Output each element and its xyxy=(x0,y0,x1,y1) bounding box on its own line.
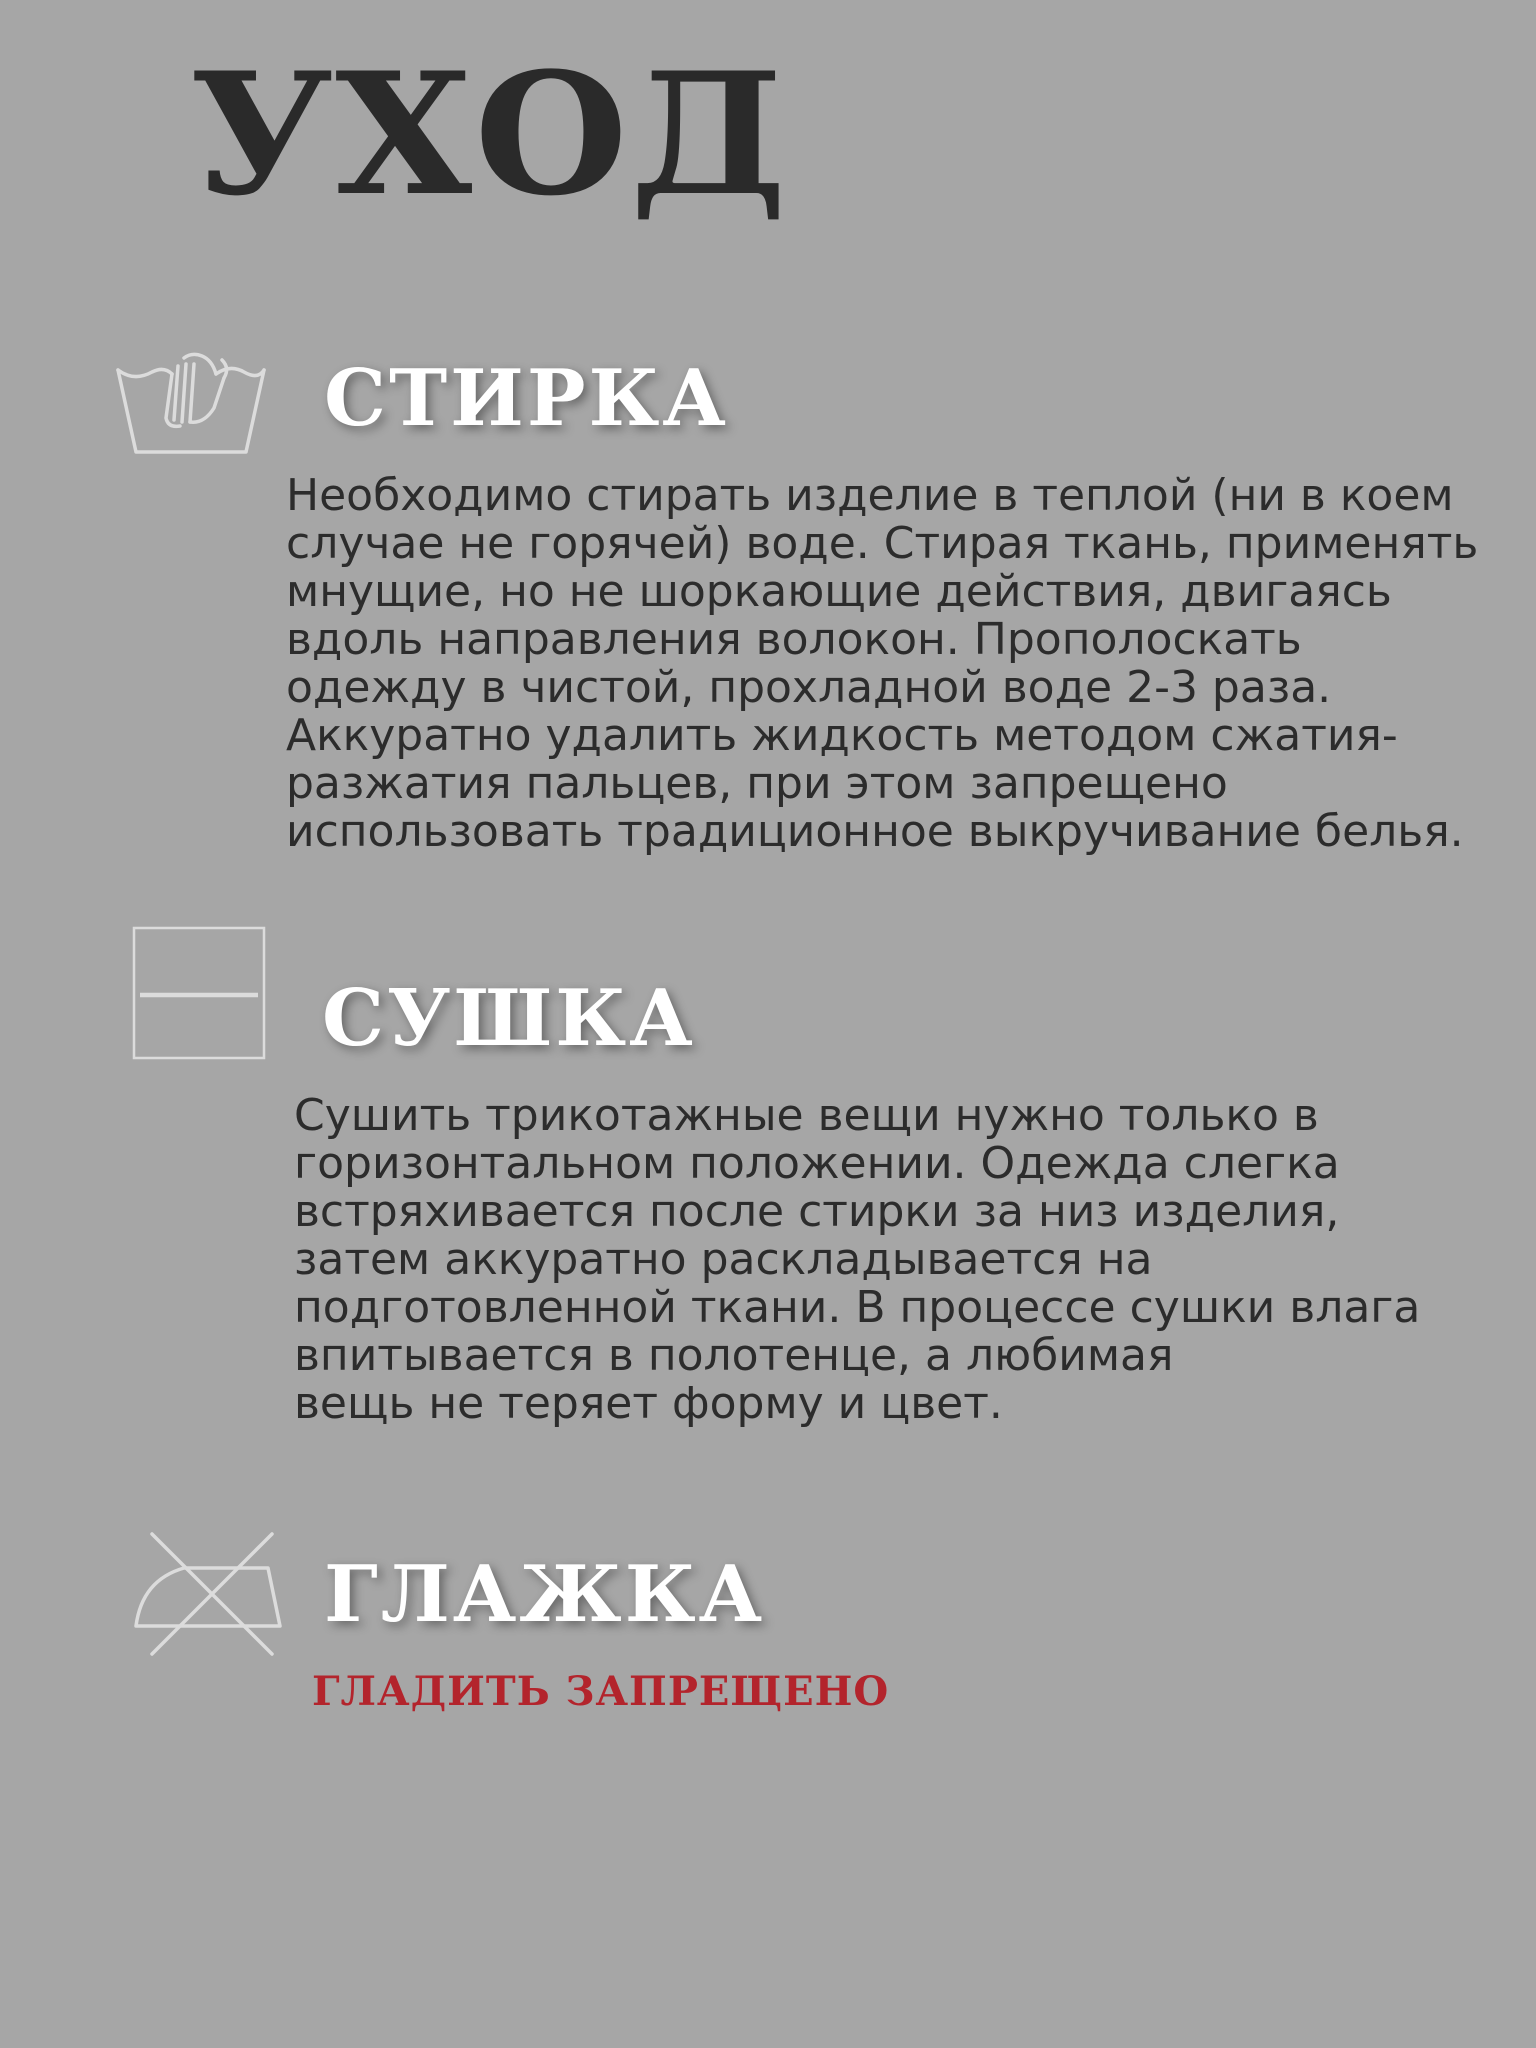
ironing-title: ГЛАЖКА xyxy=(324,1549,766,1640)
washing-title: СТИРКА xyxy=(324,353,729,444)
washing-instructions: Необходимо стирать изделие в теплой (ни в коем случае не горячей) воде. Стирая ткань, применять мнущие, но не шоркающие действия, двигаясь вдоль направления волокон. Прополоскать одежду в чистой, прохладной воде 2-3 раза. Аккуратно удалить жидкость методом сжатия- разжатия пальцев, при этом запрещено использовать традиционное выкручивание белья. xyxy=(286,470,1479,857)
dry-flat-icon xyxy=(132,926,268,1062)
drying-instructions: Сушить трикотажные вещи нужно только в горизонтальном положении. Одежда слегка встряхивается после стирки за низ изделия, затем аккуратно раскладывается на подготовленной ткани. В процессе сушки влага впитывается в полотенце, а любимая вещь не теряет форму и цвет. xyxy=(294,1090,1421,1429)
no-ironing-warning: ГЛАДИТЬ ЗАПРЕЩЕНО xyxy=(312,1668,890,1715)
hand-wash-icon xyxy=(112,348,270,458)
drying-title: СУШКА xyxy=(322,973,696,1064)
page-title: УХОД xyxy=(190,35,789,233)
do-not-iron-icon xyxy=(132,1530,286,1658)
